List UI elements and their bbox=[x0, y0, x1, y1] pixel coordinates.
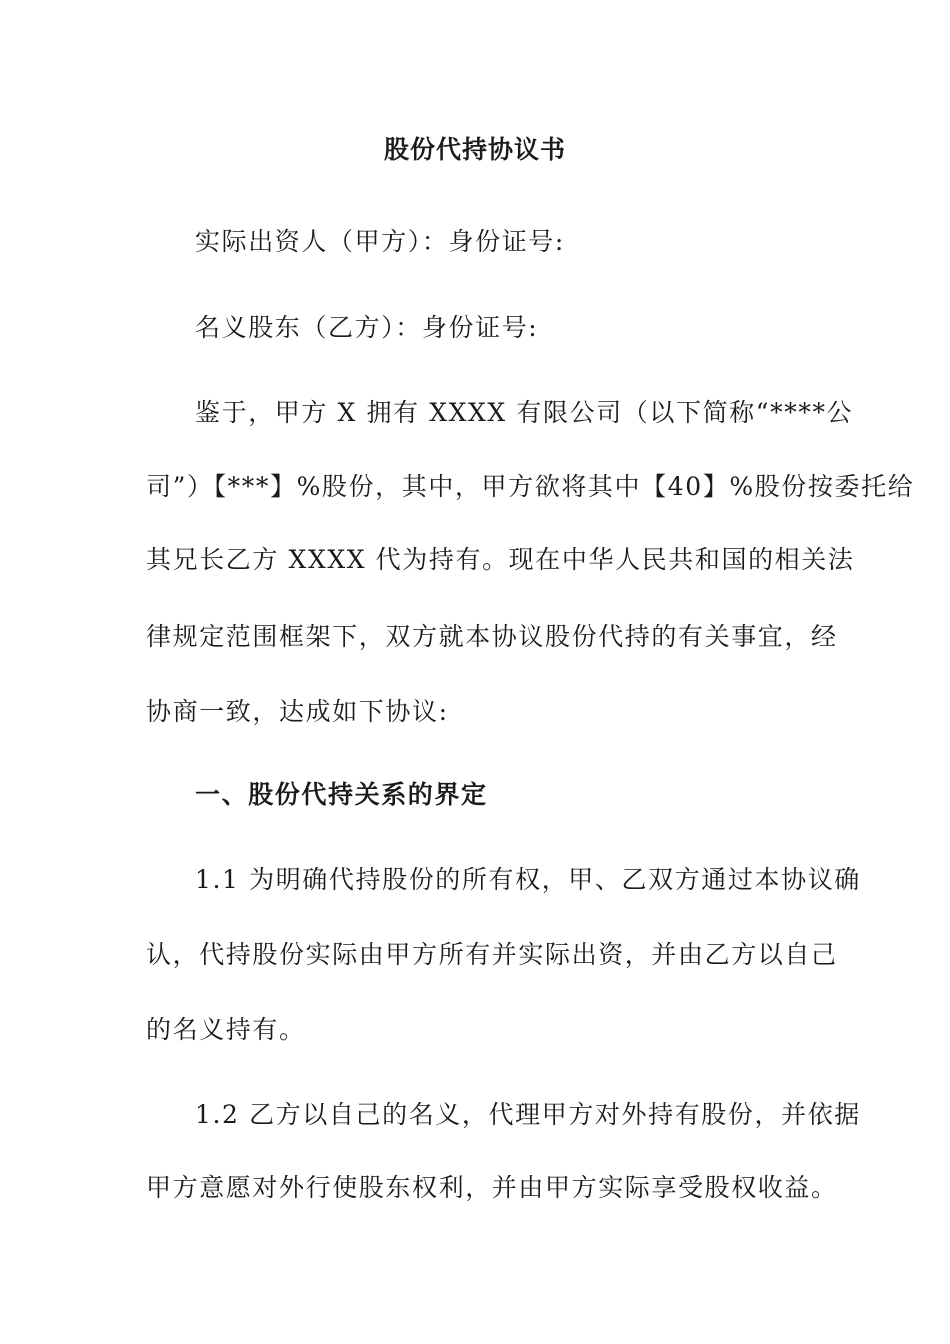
preamble-line-1: 鉴于，甲方 X 拥有 XXXX 有限公司（以下简称“****公 bbox=[195, 398, 854, 427]
preamble-line-3: 其兄长乙方 XXXX 代为持有。现在中华人民共和国的相关法 bbox=[146, 545, 855, 574]
party-a-line: 实际出资人（甲方）：身份证号: bbox=[195, 227, 565, 256]
preamble-line-4: 律规定范围框架下，双方就本协议股份代持的有关事宜，经 bbox=[146, 622, 838, 651]
clause-1-1-line-2: 认，代持股份实际由甲方所有并实际出资，并由乙方以自己 bbox=[146, 940, 838, 969]
preamble-line-2: 司”）【***】%股份，其中，甲方欲将其中【40】%股份按委托给 bbox=[146, 472, 915, 501]
section-1-heading: 一、股份代持关系的界定 bbox=[195, 780, 488, 809]
party-b-line: 名义股东（乙方）：身份证号: bbox=[195, 313, 539, 342]
clause-1-1-line-3: 的名义持有。 bbox=[146, 1015, 306, 1044]
clause-1-1-line-1: 1.1 为明确代持股份的所有权，甲、乙双方通过本协议确 bbox=[195, 865, 861, 894]
preamble-line-5: 协商一致，达成如下协议: bbox=[146, 697, 449, 726]
clause-1-2-line-2: 甲方意愿对外行使股东权利，并由甲方实际享受股权收益。 bbox=[146, 1173, 838, 1202]
document-title: 股份代持协议书 bbox=[383, 135, 566, 164]
clause-1-2-line-1: 1.2 乙方以自己的名义，代理甲方对外持有股份，并依据 bbox=[195, 1100, 861, 1129]
